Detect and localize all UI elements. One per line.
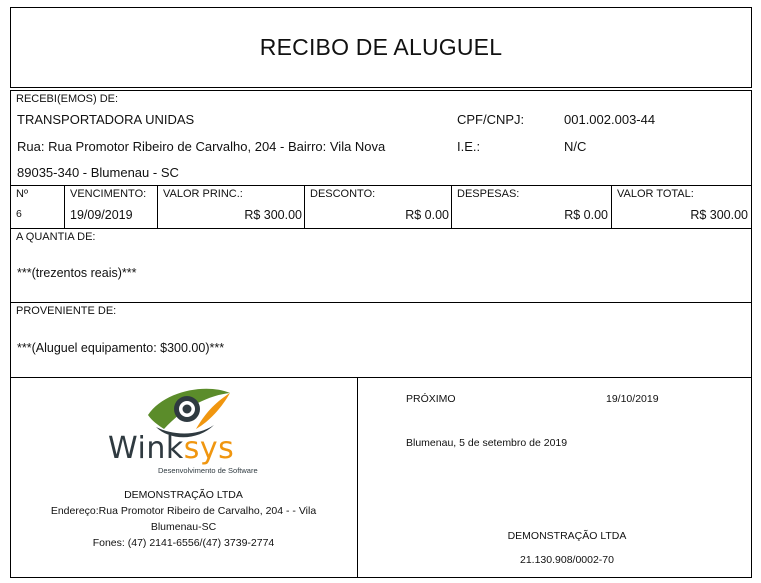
place-date: Blumenau, 5 de setembro de 2019	[406, 437, 568, 449]
divider-after-quantia	[10, 302, 752, 303]
company-address-1: Endereço:Rua Promotor Ribeiro de Carvalho, 204 - - Vila	[50, 505, 317, 517]
recipient-address: Rua: Rua Promotor Ribeiro de Carvalho, 204 - Bairro: Vila Nova	[17, 139, 386, 154]
divider-footer	[357, 377, 358, 578]
page-title: RECIBO DE ALUGUEL	[259, 34, 503, 60]
recipient-cep-city: 89035-340 - Blumenau - SC	[17, 165, 179, 180]
divider-col-1	[64, 185, 65, 228]
divider-col-2	[157, 185, 158, 228]
total-label: VALOR TOTAL:	[617, 188, 694, 200]
desconto-value: R$ 0.00	[405, 208, 449, 222]
cpf-label: CPF/CNPJ:	[457, 112, 525, 127]
desconto-label: DESCONTO:	[310, 188, 376, 200]
principal-label: VALOR PRINC.:	[163, 188, 243, 200]
proximo-label: PRÓXIMO	[406, 393, 456, 405]
despesas-label: DESPESAS:	[457, 188, 520, 200]
principal-value: R$ 300.00	[244, 208, 302, 222]
divider-col-3	[304, 185, 305, 228]
logo-tagline: Desenvolvimento de Software	[158, 466, 258, 475]
ie-value: N/C	[564, 139, 587, 154]
company-name: DEMONSTRAÇÃO LTDA	[124, 489, 243, 501]
quantia-label: A QUANTIA DE:	[16, 231, 96, 243]
divider-col-4	[451, 185, 452, 228]
proximo-date: 19/10/2019	[606, 393, 659, 405]
total-value: R$ 300.00	[690, 208, 748, 222]
proveniente-label: PROVENIENTE DE:	[16, 305, 117, 317]
logo-wink: Wink	[108, 431, 184, 466]
company-logo	[100, 385, 270, 477]
signature-company: DEMONSTRAÇÃO LTDA	[507, 530, 627, 542]
divider-col-5	[611, 185, 612, 228]
despesas-value: R$ 0.00	[564, 208, 608, 222]
vencimento-value: 19/09/2019	[70, 208, 133, 222]
vencimento-label: VENCIMENTO:	[70, 188, 147, 200]
company-phones: Fones: (47) 2141-6556/(47) 3739-2774	[92, 537, 275, 549]
logo-wordmark	[108, 431, 234, 466]
recipient-label: RECEBI(EMOS) DE:	[16, 93, 119, 105]
nr-value: 6	[16, 208, 22, 220]
divider-after-recipient	[10, 185, 752, 186]
nr-label: Nº	[16, 188, 28, 200]
company-address-2: Blumenau-SC	[150, 521, 217, 533]
divider-after-proveniente	[10, 377, 752, 378]
signature-cnpj: 21.130.908/0002-70	[519, 554, 614, 566]
ie-label: I.E.:	[457, 139, 481, 154]
logo-sys: sys	[183, 431, 235, 466]
quantia-value: ***(trezentos reais)***	[17, 266, 137, 280]
recipient-name: TRANSPORTADORA UNIDAS	[17, 112, 195, 127]
proveniente-value: ***(Aluguel equipamento: $300.00)***	[17, 341, 225, 355]
cpf-value: 001.002.003-44	[564, 112, 656, 127]
divider-after-values	[10, 228, 752, 229]
